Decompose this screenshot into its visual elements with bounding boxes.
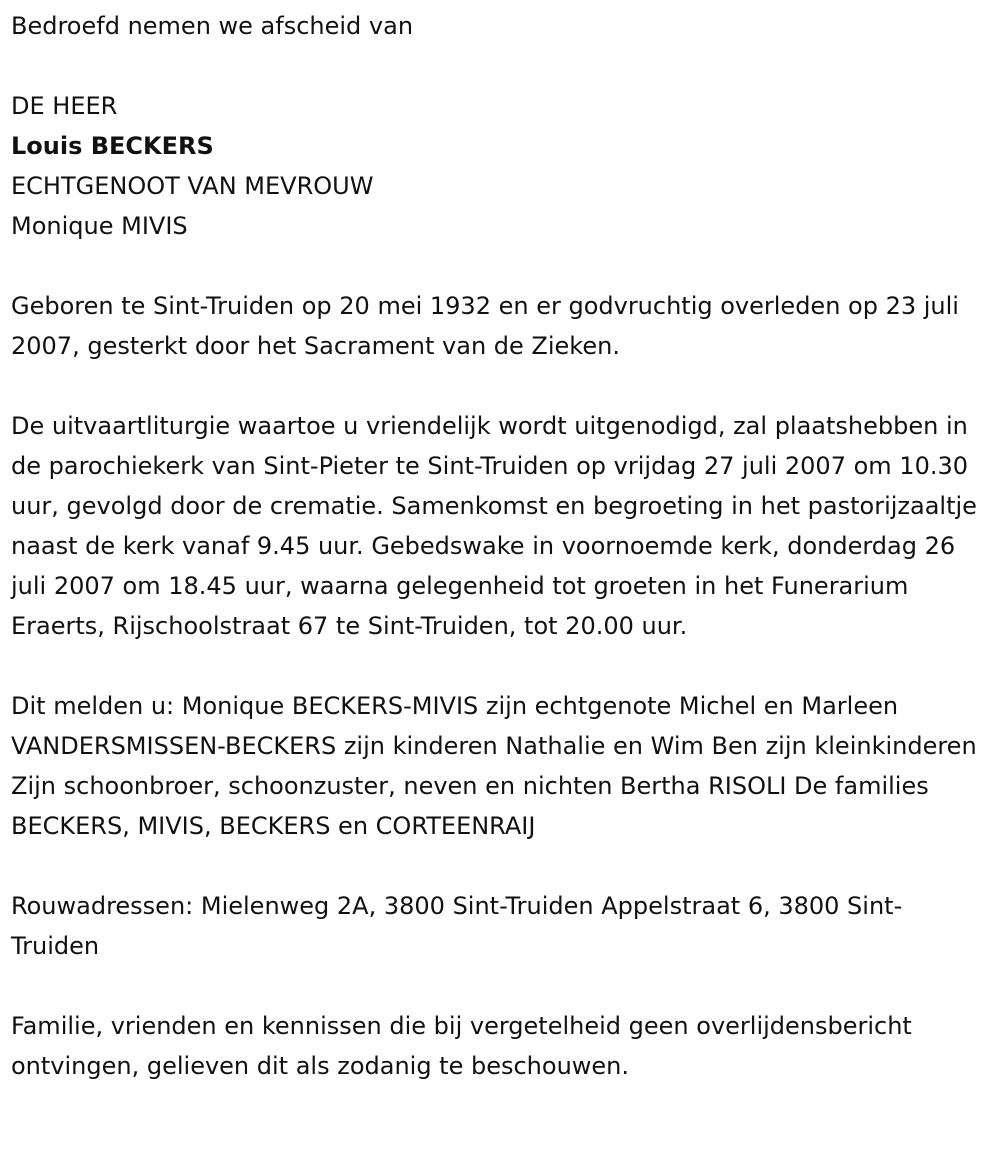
funeral-paragraph: De uitvaartliturgie waartoe u vriendelijk wordt uitgenodigd, zal plaatshebben in de parochiekerk van Sint-Pieter te Sint-Truiden op vrijdag 27 juli 2007 om 10.30 uur, gevolgd door de crematie. Samenkomst en begroeting in het pastorijzaaltje naast de kerk vanaf 9.45 uur. Gebedswake in voornoemde kerk, donderdag 26 juli 2007 om 18.45 uur, waarna gelegenheid tot groeten in het Funerarium Eraerts, Rijschoolstraat 67 te Sint-Truiden, tot 20.00 uur. [11,412,977,640]
spouse-label: ECHTGENOOT VAN MEVROUW [11,172,374,200]
closing-paragraph: Familie, vrienden en kennissen die bij vergetelheid geen overlijdensbericht ontvingen, gelieven dit als zodanig te beschouwen. [11,1012,912,1080]
addresses-paragraph: Rouwadressen: Mielenweg 2A, 3800 Sint-Truiden Appelstraat 6, 3800 Sint-Truiden [11,892,903,960]
spouse-name: Monique MIVIS [11,212,188,240]
title-prefix: DE HEER [11,92,118,120]
intro-text: Bedroefd nemen we afscheid van [11,12,414,40]
birth-death-paragraph: Geboren te Sint-Truiden op 20 mei 1932 en er godvruchtig overleden op 23 juli 2007, gesterkt door het Sacrament van de Zieken. [11,292,959,360]
family-paragraph: Dit melden u: Monique BECKERS-MIVIS zijn echtgenote Michel en Marleen VANDERSMISSEN-BECKERS zijn kinderen Nathalie en Wim Ben zijn kleinkinderen Zijn schoonbroer, schoonzuster, neven en nichten Bertha RISOLI De families BECKERS, MIVIS, BECKERS en CORTEENRAIJ [11,692,977,840]
deceased-name: Louis BECKERS [11,132,214,160]
